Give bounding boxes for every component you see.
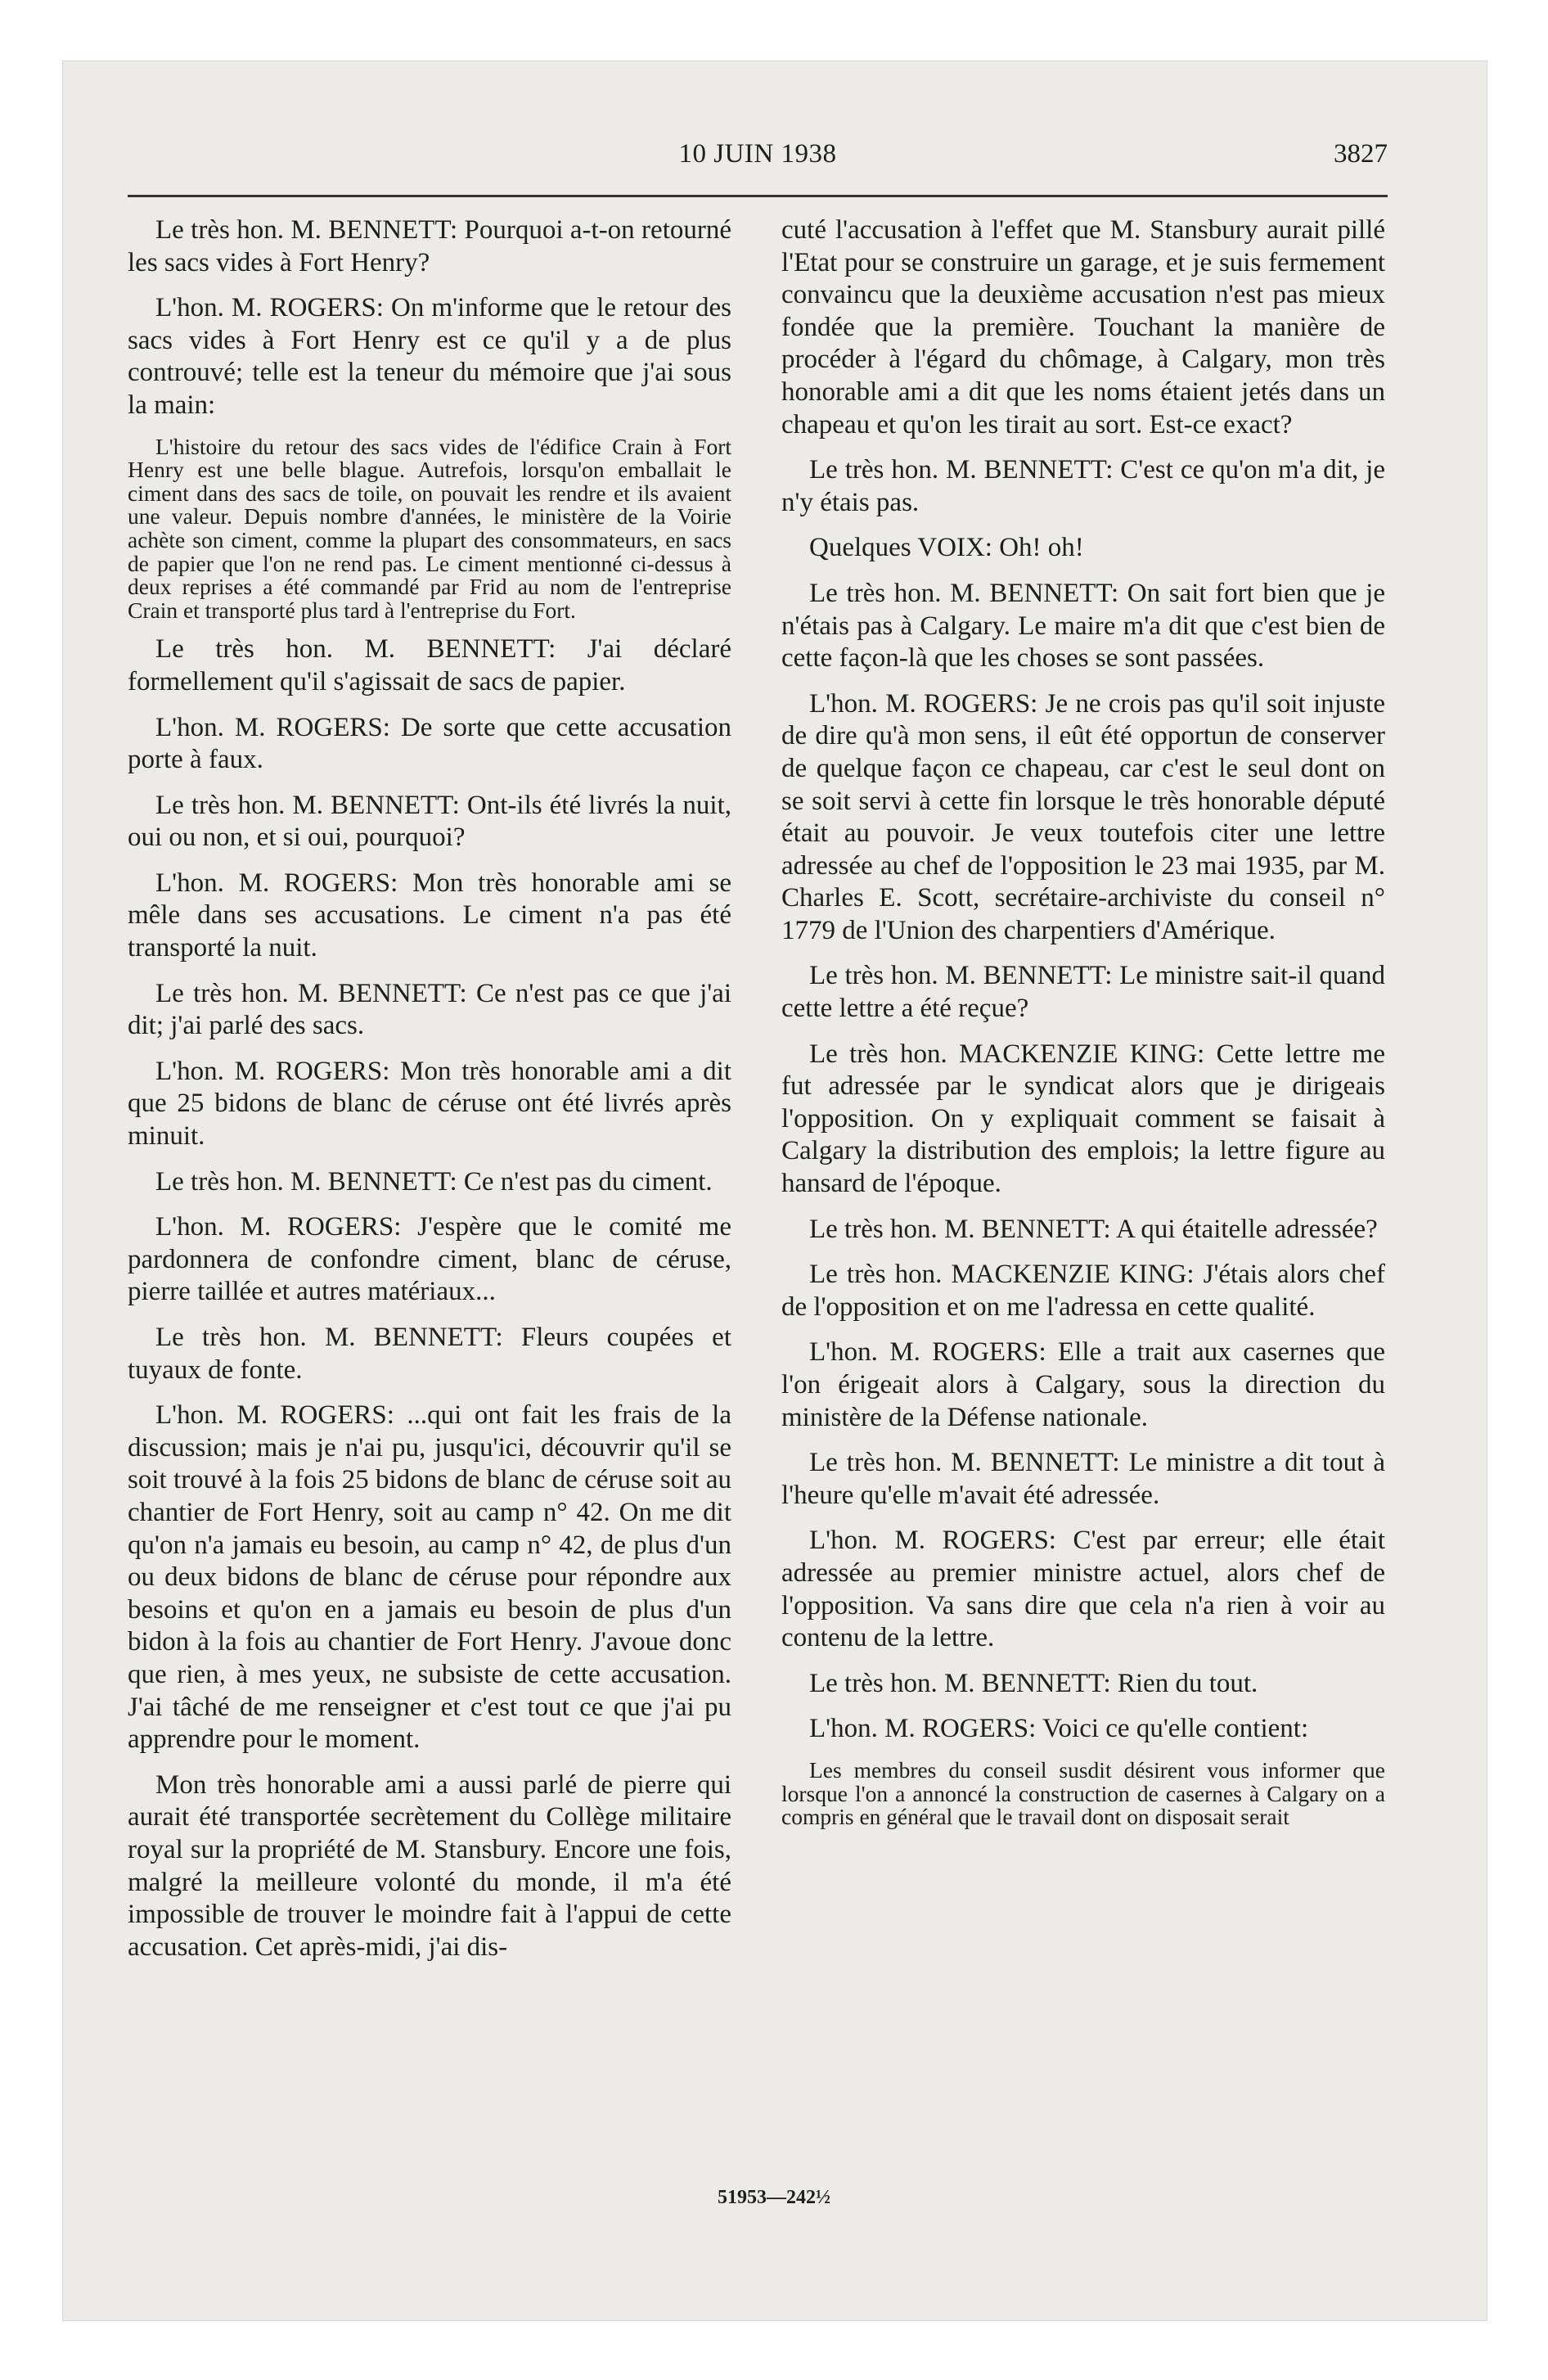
page-number: 3827: [1334, 139, 1388, 169]
paragraph: L'hon. M. ROGERS: J'espère que le comité me pardonnera de confondre ciment, blanc de céruse, pierre taillée et autres matériaux...: [128, 1212, 731, 1307]
paragraph: Le très hon. M. BENNETT: Rien du tout.: [809, 1668, 1258, 1698]
paragraph: Le très hon. M. BENNETT: C'est ce qu'on m'a dit, je n'y étais pas.: [781, 455, 1385, 517]
paragraph: L'hon. M. ROGERS: Je ne crois pas qu'il soit injuste de dire qu'à mon sens, il eût été opportun de conserver de quelque façon ce chapeau, car c'est le seul dont on se soit servi à cette fin lorsque le très honorable député était au pouvoir. Je veux toutefois citer une lettre adressée au chef de l'opposition le 23 mai 1935, par M. Charles E. Scott, secrétaire-archiviste du conseil n° 1779 de l'Union des charpentiers d'Amérique.: [781, 688, 1385, 945]
paragraph: Le très hon. M. BENNETT: Ce n'est pas ce que j'ai dit; j'ai parlé des sacs.: [128, 978, 731, 1041]
print-code: 51953—242½: [718, 2187, 830, 2208]
paragraph: L'hon. M. ROGERS: ...qui ont fait les frais de la discussion; mais je n'ai pu, jusqu'ici, découvrir qu'il se soit trouvé à la fois 25 bidons de blanc de céruse soit au chantier de Fort Henry, soit au camp n° 42. On me dit qu'on n'a jamais eu besoin, au camp n° 42, de plus d'un ou deux bidons de blanc de céruse pour répondre aux besoins et qu'on en a jamais eu besoin de plus d'un bidon à la fois au chantier de Fort Henry. J'avoue donc que rien, à mes yeux, ne subsiste de cette accusation. J'ai tâché de me renseigner et c'est tout ce que j'ai pu apprendre pour le moment.: [128, 1400, 731, 1755]
paragraph: L'hon. M. ROGERS: C'est par erreur; elle était adressée au premier ministre actuel, alors chef de l'opposition. Va sans dire que cela n'a rien à voir au contenu de la lettre.: [781, 1526, 1385, 1653]
paragraph: L'hon. M. ROGERS: Voici ce qu'elle contient:: [809, 1714, 1309, 1744]
paragraph: Mon très honorable ami a aussi parlé de pierre qui aurait été transportée secrètement du Collège militaire royal sur la propriété de M. Stansbury. Encore une fois, malgré la meilleure volonté du monde, il m'a été impossible de trouver le moindre fait à l'appui de cette accusation. Cet après-midi, j'ai dis-: [128, 1769, 731, 1962]
page-header: [128, 139, 1388, 180]
paragraph: L'hon. M. ROGERS: Mon très honorable ami a dit que 25 bidons de blanc de céruse ont été livrés après minuit.: [128, 1056, 731, 1152]
quoted-letter: Les membres du conseil susdit désirent vous informer que lorsque l'on a annoncé la construction de casernes à Calgary on a compris en général que le travail dont on disposait serait: [781, 1756, 1385, 1830]
paragraph: Le très hon. M. BENNETT: Pourquoi a-t-on retourné les sacs vides à Fort Henry?: [128, 215, 731, 277]
right-column: [781, 214, 1385, 1841]
paragraph: L'hon. M. ROGERS: On m'informe que le retour des sacs vides à Fort Henry est ce qu'il y a de plus controuvé; telle est la teneur du mémoire que j'ai sous la main:: [128, 293, 731, 420]
paragraph: Quelques VOIX: Oh! oh!: [809, 533, 1084, 563]
paragraph: L'hon. M. ROGERS: Elle a trait aux casernes que l'on érigeait alors à Calgary, sous la direction du ministère de la Défense nationale.: [781, 1337, 1385, 1432]
paragraph-continued: cuté l'accusation à l'effet que M. Stansbury aurait pillé l'Etat pour se construire un garage, et je suis fermement convaincu que la deuxième accusation n'est pas mieux fondée que la première. Touchant la manière de procéder à l'égard du chômage, à Calgary, mon très honorable ami a dit que les noms étaient jetés dans un chapeau et qu'on les tirait au sort. Est-ce exact?: [781, 215, 1385, 439]
paragraph: L'hon. M. ROGERS: Mon très honorable ami se mêle dans ses accusations. Le ciment n'a pas été transporté la nuit.: [128, 868, 731, 963]
paragraph: Le très hon. MACKENZIE KING: Cette lettre me fut adressée par le syndicat alors que je dirigeais l'opposition. On y expliquait comment se faisait à Calgary la distribution des emplois; la lettre figure au hansard de l'époque.: [781, 1039, 1385, 1199]
paragraph: Le très hon. M. BENNETT: A qui étaitelle adressée?: [809, 1214, 1378, 1244]
left-column: [128, 214, 731, 1977]
paragraph: Le très hon. M. BENNETT: Ce n'est pas du ciment.: [155, 1166, 713, 1197]
paragraph: Le très hon. M. BENNETT: J'ai déclaré formellement qu'il s'agissait de sacs de papier.: [128, 634, 731, 696]
page-date: 10 JUIN 1938: [678, 139, 837, 169]
paragraph: Le très hon. M. BENNETT: Ont-ils été livrés la nuit, oui ou non, et si oui, pourquoi?: [128, 790, 731, 853]
paragraph: Le très hon. M. BENNETT: Fleurs coupées et tuyaux de fonte.: [128, 1323, 731, 1385]
quoted-memo: L'histoire du retour des sacs vides de l'édifice Crain à Fort Henry est une belle blague. Autrefois, lorsqu'on emballait le ciment dans des sacs de toile, on pouvait les rendre et ils avaient une valeur. Depuis nombre d'années, le ministère de la Voirie achète son ciment, comme la plupart des consommateurs, en sacs de papier que l'on ne rend pas. Le ciment mentionné ci-dessus à deux reprises a été commandé par Frid au nom de l'entreprise Crain et transporté plus tard à l'entreprise du Fort.: [128, 433, 731, 623]
header-rule: [128, 195, 1388, 197]
paragraph: Le très hon. M. BENNETT: Le ministre a dit tout à l'heure qu'elle m'avait été adressée.: [781, 1448, 1385, 1510]
paragraph: L'hon. M. ROGERS: De sorte que cette accusation porte à faux.: [128, 712, 731, 775]
paragraph: Le très hon. MACKENZIE KING: J'étais alors chef de l'opposition et on me l'adressa en cette qualité.: [781, 1260, 1385, 1322]
paragraph: Le très hon. M. BENNETT: On sait fort bien que je n'étais pas à Calgary. Le maire m'a dit que c'est bien de cette façon-là que les choses se sont passées.: [781, 578, 1385, 674]
paragraph: Le très hon. M. BENNETT: Le ministre sait-il quand cette lettre a été reçue?: [781, 961, 1385, 1024]
